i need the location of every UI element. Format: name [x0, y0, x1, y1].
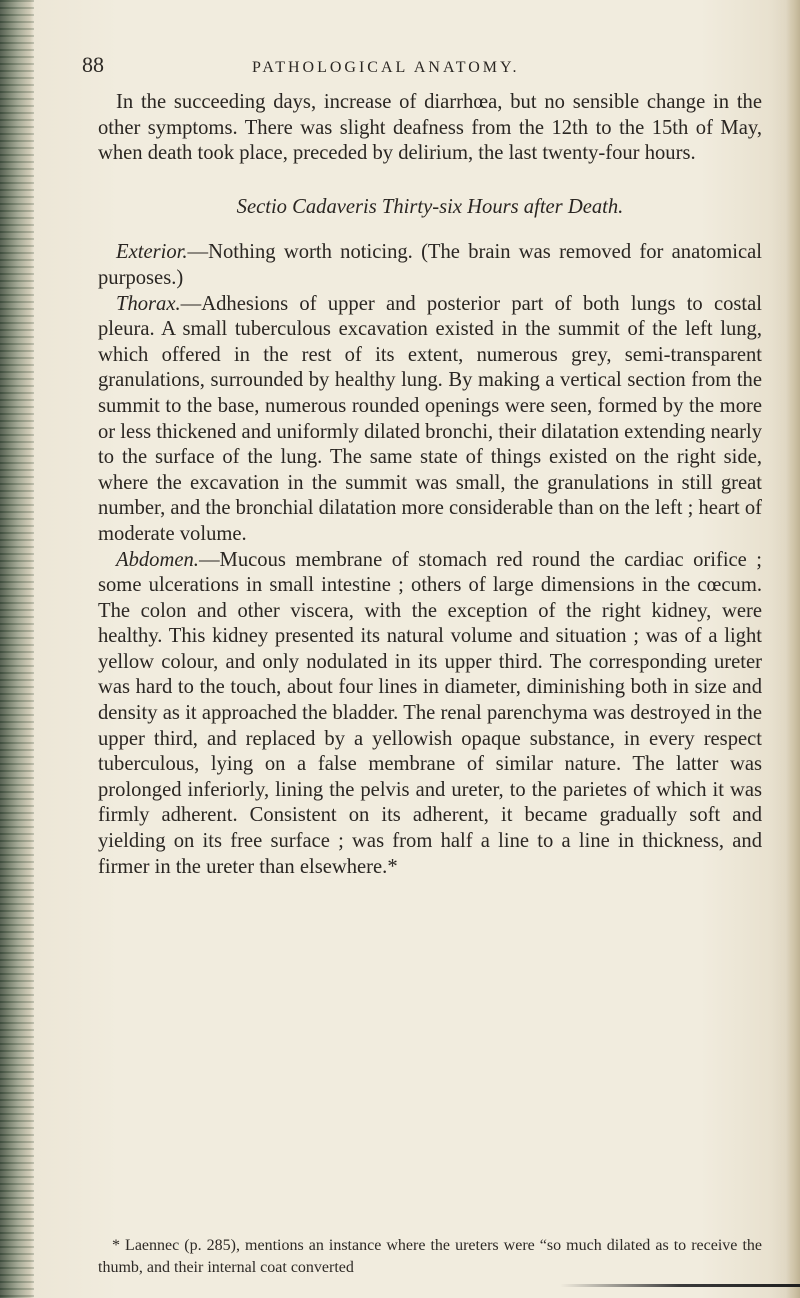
page-number: 88 [82, 52, 104, 77]
footnote [98, 1235, 762, 1279]
thorax-lead: Thorax. [116, 292, 181, 315]
paragraph-abdomen [98, 548, 762, 881]
abdomen-text: —Mucous membrane of stomach red round the cardiac orifice ; some ulcerations in small intestine ; others of large dimensions in the cœcum. The colon and other viscera, with the exception of the right kidney, were healthy. This kidney presented its natural volume and situation ; was of a light yellow colour, and only nodulated in its upper third. The corresponding ureter was hard to the touch, about four lines in diameter, diminishing both in size and density as it approached the bladder. The renal parenchyma was destroyed in the upper third, and replaced by a yellowish opaque substance, in every respect tuberculous, lying on a false membrane of similar nature. The latter was prolonged inferiorly, lining the pelvis and ureter, to the parietes of which it was firmly adherent. Consistent on its adherent, it became gradually soft and yielding on its free surface ; was from half a line to a line in thickness, and firmer in the ureter than elsewhere.* [98, 548, 762, 878]
page-binding-edge [0, 0, 34, 1298]
paragraph-exterior [98, 240, 762, 291]
thorax-text: —Adhesions of upper and posterior part of both lungs to costal pleura. A small tuberculous excavation existed in the summit of the left lung, which offered in the rest of its extent, numerous grey, semi-transparent granulations, surrounded by healthy lung. By making a vertical section from the summit to the base, numerous rounded openings were seen, formed by the more or less thickened and uniformly dilated bronchi, their dilatation extending nearly to the surface of the lung. The same state of things existed on the right side, where the excavation in the summit was small, the granulations in still great number, and the bronchial dilatation more considerable than on the left ; heart of moderate volume. [98, 292, 762, 545]
body-text [98, 90, 762, 880]
page-right-edge [786, 0, 800, 1298]
page-header [82, 52, 762, 82]
paragraph-symptoms: In the succeeding days, increase of diarrhœa, but no sensible change in the other symptoms. There was slight deafness from the 12th to the 15th of May, when death took place, preceded by delirium, the last twenty-four hours. [98, 91, 762, 165]
bottom-rule [560, 1284, 800, 1287]
footnote-text: * Laennec (p. 285), mentions an instance where the ureters were “so much dilated as to receive the thumb, and their internal coat converted [98, 1237, 762, 1276]
running-head: PATHOLOGICAL ANATOMY. [252, 59, 520, 76]
exterior-text: —Nothing worth noticing. (The brain was removed for anatomical purposes.) [98, 241, 762, 289]
section-heading: Sectio Cadaveris Thirty-six Hours after Death. [236, 195, 624, 218]
paragraph-thorax [98, 292, 762, 548]
exterior-lead: Exterior. [116, 241, 188, 264]
abdomen-lead: Abdomen. [116, 548, 199, 571]
